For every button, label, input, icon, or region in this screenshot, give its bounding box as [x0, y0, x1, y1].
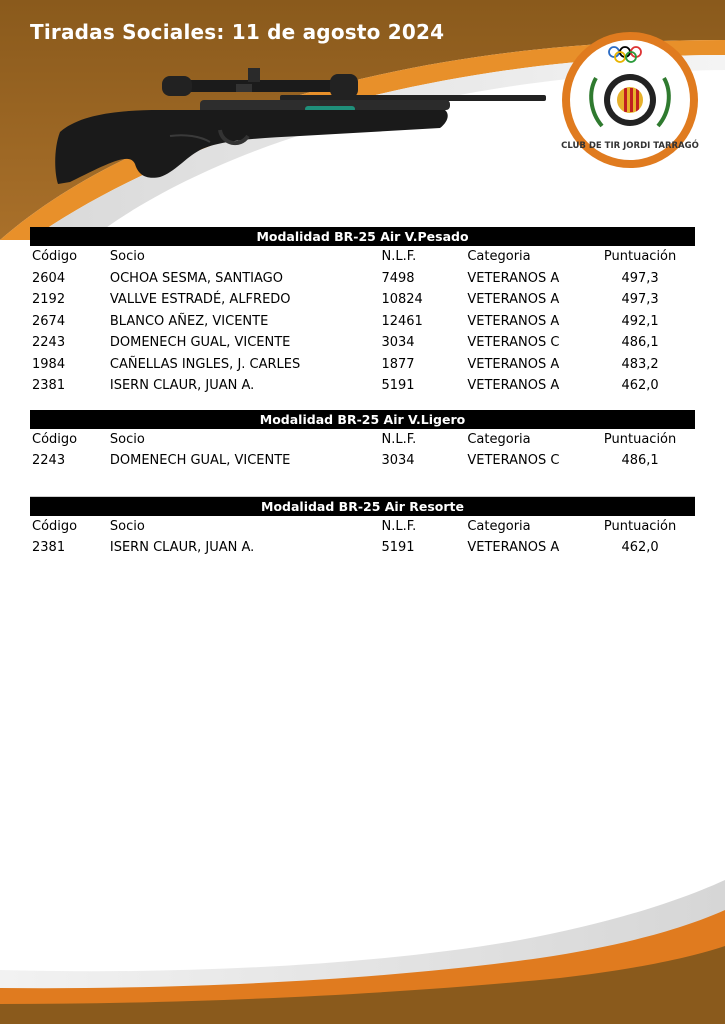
col-category: Categoria [467, 431, 531, 447]
cell-code: 2674 [32, 313, 66, 329]
table-row [30, 537, 695, 559]
col-nlf: N.L.F. [381, 518, 417, 534]
cell-nlf: 7498 [381, 270, 415, 286]
section-pesado [30, 227, 695, 397]
cell-score: 462,0 [621, 540, 659, 555]
cell-code: 2381 [32, 378, 66, 393]
cell-nlf: 1877 [381, 356, 415, 372]
cell-member: BLANCO AÑEZ, VICENTE [109, 313, 269, 329]
cell-member: OCHOA SESMA, SANTIAGO [109, 270, 283, 286]
footer-swoosh [0, 880, 725, 1024]
club-logo [560, 30, 700, 170]
cell-member: VALLVE ESTRADÉ, ALFREDO [109, 292, 291, 307]
air-rifle-image [50, 62, 550, 187]
cell-code: 2604 [32, 270, 66, 286]
cell-nlf: 10824 [381, 292, 423, 307]
cell-nlf: 3034 [381, 453, 415, 468]
cell-score: 492,1 [621, 313, 659, 329]
cell-nlf: 5191 [381, 540, 415, 555]
section-resorte [30, 496, 695, 559]
cell-category: VETERANOS A [467, 313, 560, 329]
table-row [30, 289, 695, 311]
column-headers [30, 246, 695, 268]
cell-member: DOMENECH GUAL, VICENTE [109, 335, 291, 350]
table-row [30, 354, 695, 376]
cell-member: ISERN CLAUR, JUAN A. [109, 378, 255, 393]
cell-score: 486,1 [621, 335, 659, 350]
table-row [30, 332, 695, 354]
section-ligero [30, 410, 695, 472]
cell-category: VETERANOS A [467, 356, 560, 372]
col-member: Socio [109, 431, 145, 447]
cell-score: 483,2 [621, 356, 659, 372]
cell-member: DOMENECH GUAL, VICENTE [109, 453, 291, 468]
col-category: Categoria [467, 249, 531, 264]
cell-code: 2243 [32, 335, 66, 350]
cell-member: ISERN CLAUR, JUAN A. [109, 540, 255, 555]
cell-nlf: 3034 [381, 335, 415, 350]
table-row [30, 311, 695, 333]
cell-nlf: 5191 [381, 378, 415, 393]
cell-category: VETERANOS C [467, 335, 560, 350]
cell-member: CAÑELLAS INGLES, J. CARLES [109, 356, 301, 372]
col-score: Puntuación [603, 518, 677, 534]
col-nlf: N.L.F. [381, 431, 417, 447]
page-title: Tiradas Sociales: 11 de agosto 2024 [30, 20, 445, 44]
table-row [30, 375, 695, 397]
cell-code: 2192 [32, 292, 66, 307]
cell-code: 1984 [32, 356, 66, 372]
col-member: Socio [109, 249, 145, 264]
cell-nlf: 12461 [381, 313, 423, 329]
cell-score: 497,3 [621, 292, 659, 307]
cell-score: 497,3 [621, 270, 659, 286]
cell-category: VETERANOS C [467, 453, 560, 468]
col-code: Código [32, 249, 78, 264]
section-title: Modalidad BR-25 Air Resorte [30, 497, 695, 516]
cell-category: VETERANOS A [467, 270, 560, 286]
column-headers [30, 429, 695, 451]
cell-code: 2243 [32, 453, 66, 468]
cell-category: VETERANOS A [467, 378, 560, 393]
club-logo-text: CLUB DE TIR JORDI TARRAGÓ [561, 141, 699, 151]
cell-category: VETERANOS A [467, 292, 560, 307]
col-score: Puntuación [603, 249, 677, 264]
table-row [30, 268, 695, 290]
column-headers [30, 516, 695, 538]
results-tables [30, 227, 695, 559]
table-row [30, 450, 695, 472]
cell-score: 486,1 [621, 453, 659, 468]
col-score: Puntuación [603, 431, 677, 447]
col-code: Código [32, 518, 78, 534]
col-nlf: N.L.F. [381, 249, 417, 264]
cell-score: 462,0 [621, 378, 659, 393]
cell-code: 2381 [32, 540, 66, 555]
col-category: Categoria [467, 518, 531, 534]
col-member: Socio [109, 518, 145, 534]
section-title: Modalidad BR-25 Air V.Ligero [30, 410, 695, 429]
section-title: Modalidad BR-25 Air V.Pesado [30, 227, 695, 246]
col-code: Código [32, 431, 78, 447]
cell-category: VETERANOS A [467, 540, 560, 555]
